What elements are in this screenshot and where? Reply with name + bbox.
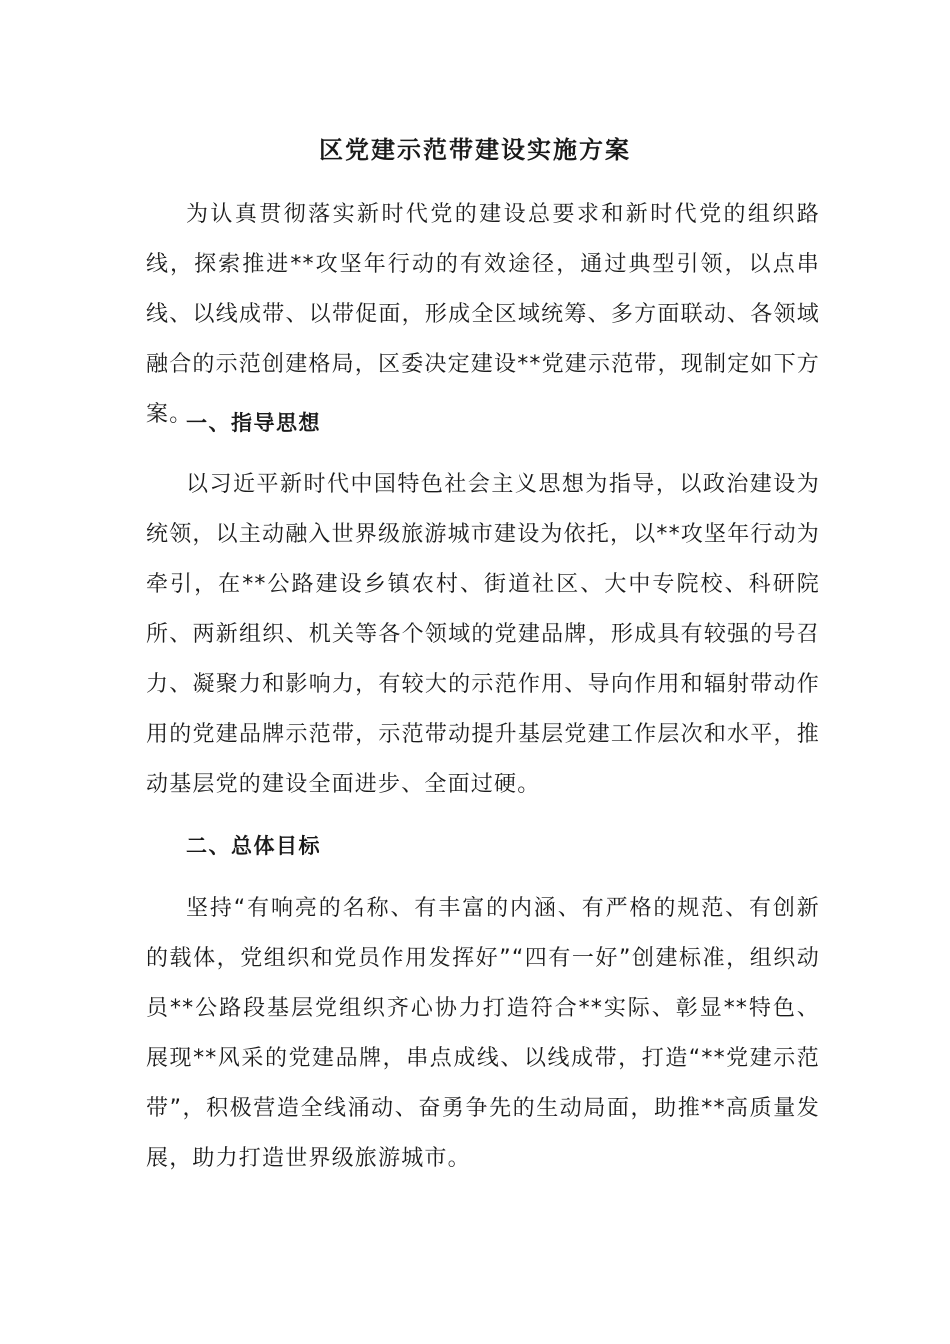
- section-heading-overall-goal: 二、总体目标: [186, 834, 321, 858]
- section-body-guiding-ideology: 以习近平新时代中国特色社会主义思想为指导，以政治建设为统领，以主动融入世界级旅游城市建设为依托，以**攻坚年行动为牵引，在**公路建设乡镇农村、街道社区、大中专院校、科研院所、两新组织、机关等各个领域的党建品牌，形成具有较强的号召力、凝聚力和影响力，有较大的示范作用、导向作用和辐射带动作用的党建品牌示范带，示范带动提升基层党建工作层次和水平，推动基层党的建设全面进步、全面过硬。: [146, 472, 821, 797]
- intro-paragraph: 为认真贯彻落实新时代党的建设总要求和新时代党的组织路线，探索推进**攻坚年行动的有效途径，通过典型引领，以点串线、以线成带、以带促面，形成全区域统筹、多方面联动、各领域融合的示范创建格局，区委决定建设**党建示范带，现制定如下方案。: [146, 202, 821, 427]
- section-heading-guiding-ideology: 一、指导思想: [186, 411, 321, 435]
- section-body-overall-goal: 坚持“有响亮的名称、有丰富的内涵、有严格的规范、有创新的载体，党组织和党员作用发挥好”“四有一好”创建标准，组织动员**公路段基层党组织齐心协力打造符合**实际、彰显**特色、展现**风采的党建品牌，串点成线、以线成带，打造“**党建示范带”，积极营造全线涌动、奋勇争先的生动局面，助推**高质量发展，助力打造世界级旅游城市。: [146, 896, 820, 1171]
- document-title: 区党建示范带建设实施方案: [319, 135, 631, 164]
